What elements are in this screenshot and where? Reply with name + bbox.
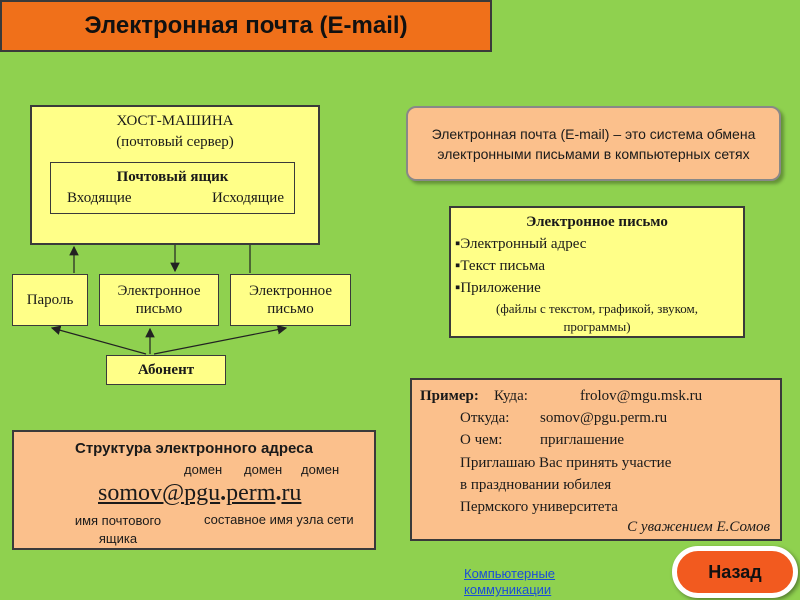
caption-mailbox-name: имя почтового ящика	[74, 513, 162, 546]
example-subject-value: приглашение	[540, 432, 625, 448]
address-title: Структура электронного адреса	[75, 440, 313, 457]
letter-item-text: ▪Текст письма	[455, 258, 546, 274]
caption-host-name: составное имя узла сети	[204, 512, 354, 527]
example-body-line1: Приглашаю Вас принять участие	[460, 455, 672, 471]
example-body-line3: Пермского университета	[460, 499, 618, 515]
subscriber-box: Абонент	[106, 355, 226, 385]
address-dot-1: .	[220, 480, 227, 506]
address-user: somov	[98, 480, 163, 506]
mailbox-box	[50, 162, 295, 214]
example-address	[98, 480, 301, 507]
example-signature: С уважением Е.Сомов	[627, 519, 770, 535]
mailbox-title: Почтовый ящик	[116, 169, 229, 185]
domain-label-2: домен	[244, 462, 283, 477]
example-body-line2: в праздновании юбилея	[460, 477, 612, 493]
host-label: ХОСТ-МАШИНА	[116, 113, 234, 129]
letter-title: Электронное письмо	[526, 214, 668, 230]
address-dot-2: .	[275, 480, 282, 506]
example-letter-box	[410, 378, 782, 541]
email-letter-box	[449, 206, 745, 338]
example-to-value: frolov@mgu.msk.ru	[580, 388, 703, 404]
definition-box: Электронная почта (E-mail) – это система обмена электронными письмами в компьютерных сетях	[406, 106, 781, 181]
page-title: Электронная почта (E-mail)	[0, 0, 492, 52]
password-box: Пароль	[12, 274, 88, 326]
address-domain-2: perm	[226, 480, 276, 506]
mailbox-outgoing: Исходящие	[211, 190, 284, 206]
back-button[interactable]: Назад	[672, 546, 798, 598]
mailbox-incoming: Входящие	[67, 190, 132, 206]
example-subject-label: О чем:	[460, 432, 503, 448]
address-domain-1: pgu	[184, 480, 221, 506]
address-domain-3: ru	[281, 480, 302, 506]
domain-label-1: домен	[184, 462, 223, 477]
host-sublabel: (почтовый сервер)	[116, 134, 234, 150]
arrow-subscriber-password	[52, 328, 146, 354]
example-label: Пример:	[420, 388, 479, 404]
computer-communications-link[interactable]: Компьютерные коммуникации	[464, 566, 556, 597]
letter-box-left: Электронное письмо	[99, 274, 219, 326]
letter-box-right: Электронное письмо	[230, 274, 351, 326]
example-from-value: somov@pgu.perm.ru	[540, 410, 668, 426]
arrow-subscriber-letter-right	[154, 328, 286, 354]
address-structure-box	[12, 430, 376, 550]
letter-note-line1: (файлы с текстом, графикой, звуком,	[496, 301, 698, 316]
example-to-label: Куда:	[494, 388, 528, 404]
letter-item-attachment: ▪Приложение	[455, 280, 541, 296]
letter-note-line2: программы)	[563, 319, 631, 334]
example-from-label: Откуда:	[460, 410, 510, 426]
domain-label-3: домен	[301, 462, 340, 477]
letter-item-address: ▪Электронный адрес	[455, 236, 587, 252]
address-at: @	[162, 480, 185, 506]
